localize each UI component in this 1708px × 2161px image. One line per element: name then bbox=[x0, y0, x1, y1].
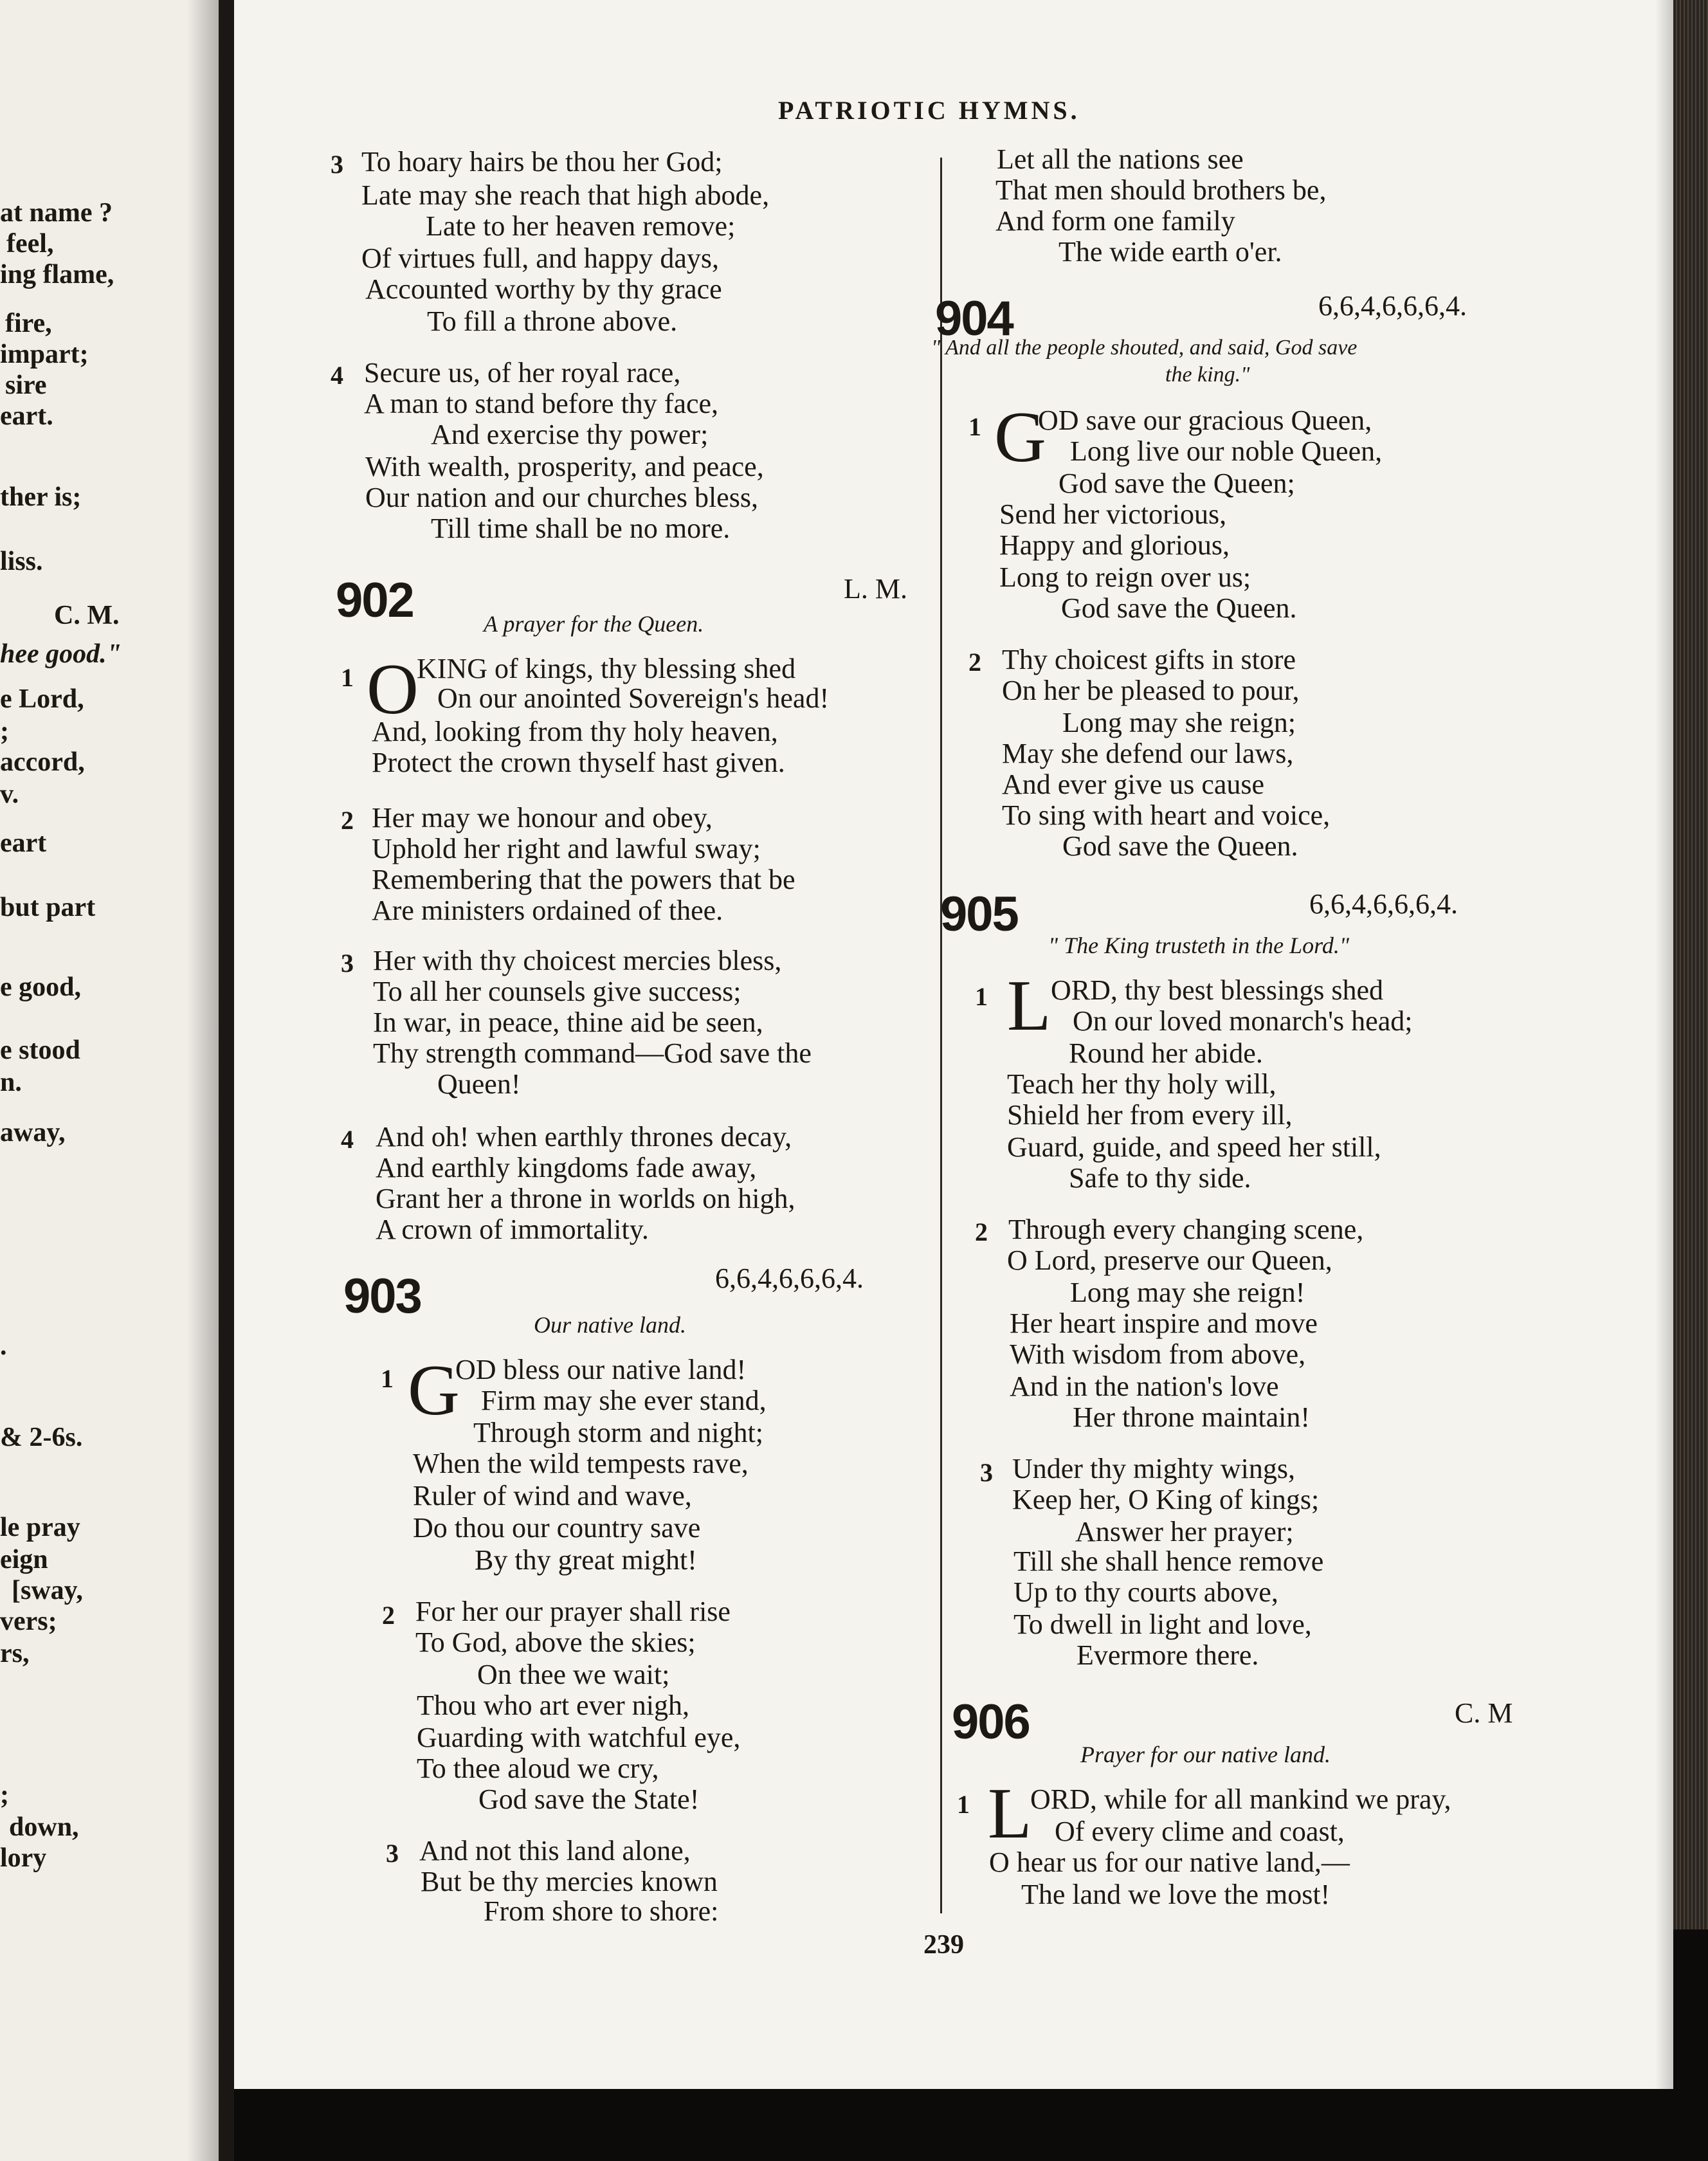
page-fore-edge bbox=[1673, 0, 1708, 1929]
verse-line: Let all the nations see bbox=[997, 143, 1244, 175]
verse-line: Till she shall hence remove bbox=[1013, 1546, 1324, 1577]
hymn-number: 905 bbox=[940, 887, 1018, 942]
left-fragment: rs, bbox=[0, 1639, 30, 1668]
verse-line: Guarding with watchful eye, bbox=[417, 1722, 741, 1753]
verse-line: O Lord, preserve our Queen, bbox=[1007, 1245, 1332, 1276]
verse-line: On thee we wait; bbox=[477, 1659, 670, 1690]
left-fragment: e stood bbox=[0, 1035, 80, 1065]
verse-line: Long live our noble Queen, bbox=[1070, 435, 1383, 467]
verse-line: Evermore there. bbox=[1077, 1639, 1259, 1671]
hymn-subtitle: the king." bbox=[1165, 363, 1250, 387]
verse-line: OD save our gracious Queen, bbox=[1038, 405, 1372, 436]
verse-line: Protect the crown thyself hast given. bbox=[372, 747, 785, 778]
verse-line: ORD, while for all mankind we pray, bbox=[1030, 1783, 1451, 1815]
left-fragment: at name ? bbox=[0, 198, 113, 228]
hymn-meter: 6,6,4,6,6,6,4. bbox=[1318, 290, 1467, 322]
verse-line: When the wild tempests rave, bbox=[413, 1448, 749, 1479]
verse-line: Send her victorious, bbox=[999, 498, 1227, 530]
verse-line: Long may she reign; bbox=[1062, 707, 1296, 738]
verse-line: Till time shall be no more. bbox=[431, 513, 731, 544]
left-fragment: eign bbox=[0, 1545, 48, 1574]
verse-line: KING of kings, thy blessing shed bbox=[417, 653, 796, 684]
verse-line: From shore to shore: bbox=[484, 1895, 719, 1927]
verse-line: Do thou our country save bbox=[413, 1512, 701, 1544]
verse-line: ORD, thy best blessings shed bbox=[1051, 974, 1383, 1006]
verse-line: To sing with heart and voice, bbox=[1002, 799, 1331, 831]
left-fragment: down, bbox=[9, 1812, 79, 1842]
stanza-number: 3 bbox=[331, 150, 343, 179]
verse-line: Through storm and night; bbox=[473, 1417, 763, 1448]
page-number: 239 bbox=[923, 1930, 964, 1960]
verse-line: Long to reign over us; bbox=[999, 561, 1251, 593]
hymn-number: 902 bbox=[336, 573, 413, 628]
verse-line: Our nation and our churches bless, bbox=[365, 482, 758, 513]
verse-line: On her be pleased to pour, bbox=[1002, 675, 1300, 706]
left-fragment: ther is; bbox=[0, 482, 82, 512]
verse-line: Long may she reign! bbox=[1070, 1277, 1305, 1308]
hymn-number: 906 bbox=[952, 1695, 1030, 1749]
edge-shadow bbox=[1655, 0, 1673, 2089]
verse-line: God save the Queen; bbox=[1058, 468, 1295, 499]
verse-line: And exercise thy power; bbox=[431, 419, 709, 450]
left-fragment: n. bbox=[0, 1068, 22, 1097]
stanza-number: 1 bbox=[341, 663, 354, 692]
verse-line: Through every changing scene, bbox=[1008, 1214, 1364, 1245]
left-fragment: v. bbox=[0, 780, 19, 809]
verse-line: Up to thy courts above, bbox=[1013, 1576, 1278, 1608]
hymn-meter: 6,6,4,6,6,6,4. bbox=[1309, 888, 1458, 920]
left-page-fragment bbox=[0, 0, 219, 2161]
left-fragment: ; bbox=[0, 1780, 9, 1810]
verse-line: Accounted worthy by thy grace bbox=[365, 273, 722, 305]
drop-cap: G bbox=[408, 1351, 460, 1430]
verse-line: Happy and glorious, bbox=[999, 529, 1230, 561]
left-fragment: but part bbox=[0, 893, 96, 922]
verse-line: Secure us, of her royal race, bbox=[364, 357, 681, 388]
verse-line: Her may we honour and obey, bbox=[372, 802, 713, 834]
verse-line: God save the Queen. bbox=[1062, 830, 1298, 862]
left-fragment: lory bbox=[0, 1843, 47, 1873]
verse-line: May she defend our laws, bbox=[1002, 738, 1294, 769]
verse-line: The land we love the most! bbox=[1021, 1879, 1331, 1910]
verse-line: God save the State! bbox=[478, 1783, 700, 1815]
hymn-meter: 6,6,4,6,6,6,4. bbox=[715, 1263, 864, 1294]
verse-line: A man to stand before thy face, bbox=[364, 388, 719, 419]
verse-line: For her our prayer shall rise bbox=[415, 1596, 731, 1627]
left-fragment: eart. bbox=[0, 401, 53, 431]
left-fragment: vers; bbox=[0, 1607, 57, 1636]
hymn-meter: C. M bbox=[1455, 1697, 1513, 1729]
stanza-number: 3 bbox=[980, 1458, 993, 1487]
verse-line: By thy great might! bbox=[475, 1544, 697, 1576]
running-head: PATRIOTIC HYMNS. bbox=[778, 96, 1080, 125]
verse-line: With wisdom from above, bbox=[1010, 1338, 1306, 1370]
verse-line: And, looking from thy holy heaven, bbox=[372, 716, 778, 747]
left-fragment: le pray bbox=[0, 1513, 80, 1542]
verse-line: Firm may she ever stand, bbox=[481, 1385, 767, 1416]
left-fragment: accord, bbox=[0, 747, 85, 777]
verse-line: Guard, guide, and speed her still, bbox=[1007, 1131, 1381, 1163]
verse-line: On our anointed Sovereign's head! bbox=[437, 682, 830, 714]
stanza-number: 2 bbox=[968, 648, 981, 677]
verse-line: To dwell in light and love, bbox=[1013, 1609, 1312, 1640]
verse-line: To all her counsels give success; bbox=[373, 976, 741, 1007]
verse-line: To hoary hairs be thou her God; bbox=[361, 146, 723, 178]
verse-line: A crown of immortality. bbox=[376, 1214, 649, 1245]
verse-line: To fill a throne above. bbox=[427, 305, 678, 337]
left-fragment: hee good." bbox=[0, 639, 122, 669]
verse-line: Late may she reach that high abode, bbox=[361, 179, 770, 211]
left-fragment: sire bbox=[5, 370, 47, 400]
hymn-subtitle: " And all the people shouted, and said, God save bbox=[931, 336, 1358, 360]
verse-line: Her heart inspire and move bbox=[1010, 1308, 1318, 1339]
verse-line: Queen! bbox=[437, 1068, 521, 1100]
binding-shadow bbox=[186, 0, 219, 2161]
verse-line: Keep her, O King of kings; bbox=[1012, 1484, 1320, 1515]
verse-line: Uphold her right and lawful sway; bbox=[372, 833, 761, 864]
verse-line: Thy choicest gifts in store bbox=[1002, 644, 1296, 675]
verse-line: But be thy mercies known bbox=[421, 1866, 718, 1897]
hymn-subtitle: A prayer for the Queen. bbox=[484, 611, 704, 637]
verse-line: Under thy mighty wings, bbox=[1012, 1453, 1295, 1484]
verse-line: Late to her heaven remove; bbox=[426, 210, 736, 242]
verse-line: And earthly kingdoms fade away, bbox=[376, 1152, 757, 1183]
verse-line: And form one family bbox=[995, 205, 1235, 237]
verse-line: Her throne maintain! bbox=[1073, 1401, 1310, 1433]
left-fragment: eart bbox=[0, 828, 47, 858]
left-fragment: ; bbox=[0, 716, 9, 746]
verse-line: Answer her prayer; bbox=[1075, 1516, 1294, 1547]
book-gutter bbox=[219, 0, 234, 2161]
drop-cap: O bbox=[367, 650, 419, 729]
verse-line: And ever give us cause bbox=[1002, 769, 1265, 800]
left-fragment: C. M. bbox=[54, 601, 120, 630]
stanza-number: 2 bbox=[975, 1217, 988, 1246]
left-fragment: feel, bbox=[6, 229, 54, 259]
verse-line: And oh! when earthly thrones decay, bbox=[376, 1121, 792, 1153]
drop-cap: L bbox=[988, 1774, 1032, 1854]
verse-line: Thy strength command—God save the bbox=[373, 1037, 812, 1069]
stanza-number: 2 bbox=[382, 1601, 395, 1630]
stanza-number: 1 bbox=[957, 1790, 970, 1819]
verse-line: On our loved monarch's head; bbox=[1073, 1005, 1413, 1037]
left-fragment: e good, bbox=[0, 972, 81, 1002]
verse-line: Teach her thy holy will, bbox=[1007, 1068, 1276, 1100]
drop-cap: G bbox=[994, 397, 1046, 477]
verse-line: Grant her a throne in worlds on high, bbox=[376, 1183, 795, 1214]
stanza-number: 1 bbox=[968, 412, 981, 441]
left-fragment: [sway, bbox=[12, 1576, 83, 1605]
hymn-subtitle: " The King trusteth in the Lord." bbox=[1048, 933, 1349, 958]
stanza-number: 4 bbox=[331, 361, 343, 390]
left-fragment: . bbox=[0, 1331, 7, 1361]
hymn-number: 904 bbox=[935, 291, 1013, 346]
verse-line: Of virtues full, and happy days, bbox=[361, 242, 719, 274]
scan-background bbox=[234, 2089, 1708, 2161]
left-fragment: & 2-6s. bbox=[0, 1423, 83, 1452]
verse-line: Ruler of wind and wave, bbox=[413, 1480, 692, 1511]
hymn-meter: L. M. bbox=[844, 573, 907, 605]
verse-line: Safe to thy side. bbox=[1069, 1162, 1251, 1194]
drop-cap: L bbox=[1007, 966, 1051, 1046]
stanza-number: 1 bbox=[381, 1364, 394, 1393]
verse-line: The wide earth o'er. bbox=[1058, 236, 1282, 268]
verse-line: And not this land alone, bbox=[419, 1835, 691, 1866]
hymn-subtitle: Our native land. bbox=[534, 1312, 686, 1338]
verse-line: To God, above the skies; bbox=[415, 1627, 696, 1658]
stanza-number: 1 bbox=[975, 982, 988, 1011]
verse-line: With wealth, prosperity, and peace, bbox=[365, 451, 764, 482]
verse-line: That men should brothers be, bbox=[995, 174, 1327, 206]
verse-line: Her with thy choicest mercies bless, bbox=[373, 945, 782, 976]
verse-line: Of every clime and coast, bbox=[1055, 1816, 1345, 1847]
verse-line: Shield her from every ill, bbox=[1007, 1099, 1293, 1131]
verse-line: Round her abide. bbox=[1069, 1037, 1263, 1069]
verse-line: God save the Queen. bbox=[1061, 592, 1297, 624]
left-fragment: ing flame, bbox=[0, 260, 114, 289]
verse-line: Are ministers ordained of thee. bbox=[372, 895, 723, 926]
left-fragment: liss. bbox=[0, 547, 43, 576]
stanza-number: 2 bbox=[341, 806, 354, 835]
hymn-number: 903 bbox=[343, 1269, 421, 1324]
stanza-number: 3 bbox=[386, 1839, 399, 1868]
verse-line: Remembering that the powers that be bbox=[372, 864, 795, 895]
verse-line: And in the nation's love bbox=[1010, 1371, 1279, 1402]
verse-line: In war, in peace, thine aid be seen, bbox=[373, 1007, 763, 1038]
hymn-subtitle: Prayer for our native land. bbox=[1080, 1742, 1331, 1767]
left-fragment: away, bbox=[0, 1118, 66, 1147]
left-fragment: e Lord, bbox=[0, 684, 84, 714]
verse-line: To thee aloud we cry, bbox=[417, 1753, 659, 1784]
verse-line: O hear us for our native land,— bbox=[989, 1846, 1350, 1878]
column-rule bbox=[940, 158, 942, 1913]
left-fragment: impart; bbox=[0, 340, 89, 369]
stanza-number: 3 bbox=[341, 949, 354, 978]
verse-line: Thou who art ever nigh, bbox=[417, 1690, 689, 1721]
stanza-number: 4 bbox=[341, 1125, 354, 1154]
verse-line: OD bless our native land! bbox=[455, 1354, 747, 1385]
left-fragment: fire, bbox=[5, 309, 52, 338]
